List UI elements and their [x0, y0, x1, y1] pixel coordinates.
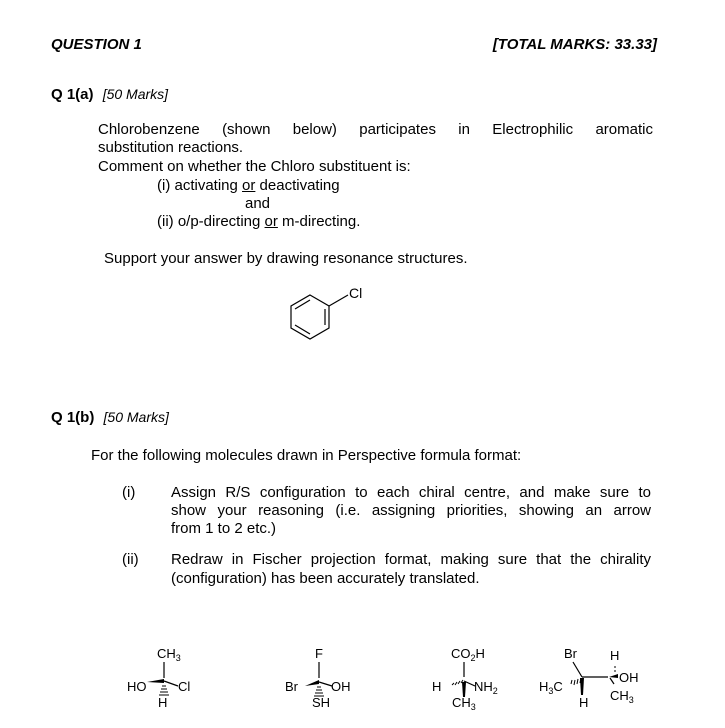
total-marks: [TOTAL MARKS: 33.33] — [492, 36, 657, 53]
q1b-item-ii-line2: (configuration) has been accurately translated. — [171, 570, 480, 587]
q1b-heading — [51, 409, 169, 426]
q1b-item-ii-line1: Redraw in Fischer projection format, making sure that the chirality — [171, 551, 651, 568]
m3-left: H — [432, 679, 442, 694]
m1-top: $CH_3$ — [157, 646, 181, 663]
m3-bottom: $CH_3$ — [452, 695, 476, 712]
q1b-marks: [50 Marks] — [103, 409, 169, 425]
q1a-support: Support your answer by drawing resonance structures. — [104, 250, 468, 267]
m4-right-top: OH — [619, 670, 639, 685]
m3-top: $CO_2H$ — [451, 646, 485, 663]
q1b-intro: For the following molecules drawn in Perspective formula format: — [91, 447, 522, 464]
m2-left: Br — [285, 679, 298, 694]
q1a-marks: [50 Marks] — [102, 86, 169, 102]
q1b-item-i-num: (i) — [122, 484, 136, 501]
q1b-item-i-line2: show your reasoning (i.e. assigning priorities, showing an arrow — [171, 502, 651, 519]
molecule-3 — [428, 640, 518, 712]
m2-right: OH — [331, 679, 351, 694]
m4-left: $H_3C$ — [539, 679, 563, 696]
m3-right: $NH_2$ — [474, 679, 498, 696]
m4-top-left: Br — [564, 646, 577, 661]
q1a-comment: Comment on whether the Chloro substituent is: — [98, 158, 411, 175]
q1b-label: Q 1(b) — [51, 409, 95, 426]
m4-bottom: H — [579, 695, 589, 710]
m1-bottom: H — [158, 695, 168, 710]
q1b-item-i-line3: from 1 to 2 etc.) — [171, 520, 277, 537]
m4-top-right: H — [610, 648, 620, 663]
q1a-part-ii: (ii) o/p-directing or m-directing. — [157, 213, 361, 230]
question-heading: QUESTION 1 — [51, 36, 142, 53]
chloro-label: Cl — [349, 285, 363, 301]
molecule-4 — [530, 640, 650, 712]
molecule-2 — [280, 640, 370, 712]
q1a-and: and — [245, 195, 271, 212]
q1b-item-i-line1: Assign R/S configuration to each chiral centre, and make sure to — [171, 484, 651, 501]
q1a-intro-line2: substitution reactions. — [98, 139, 244, 156]
q1a-label: Q 1(a) — [51, 86, 94, 103]
m4-right-bottom: $CH_3$ — [610, 688, 634, 705]
q1a-part-i: (i) activating or deactivating — [157, 177, 340, 194]
chlorobenzene-structure — [280, 282, 390, 354]
q1a-intro-line1: Chlorobenzene (shown below) participates in Electrophilic aromatic — [98, 121, 653, 138]
q1b-item-ii-num: (ii) — [122, 551, 139, 568]
q1a-heading — [51, 86, 168, 103]
m2-bottom: SH — [312, 695, 331, 710]
molecule-1 — [120, 640, 200, 712]
m2-top: F — [315, 646, 323, 661]
m1-left: HO — [127, 679, 147, 694]
m1-right: Cl — [178, 679, 191, 694]
